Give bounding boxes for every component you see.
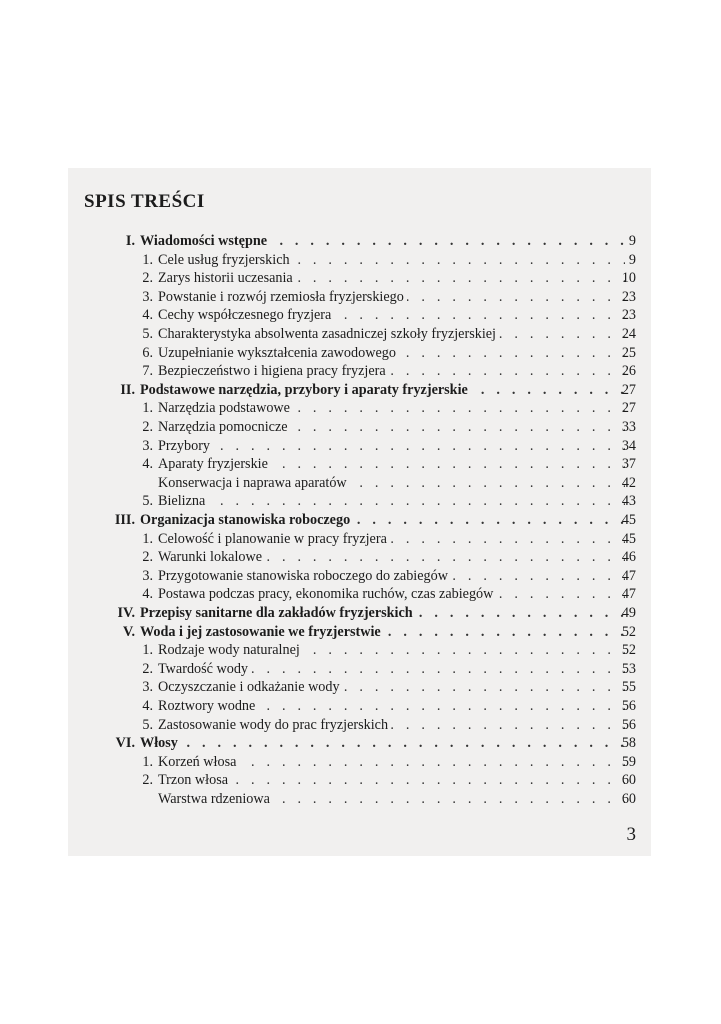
entry-page: 60	[621, 772, 636, 789]
entry-page: 60	[621, 791, 636, 807]
entry-number: III.	[114, 512, 135, 528]
entry-title-text: Oczyszczanie i odkażanie wody	[158, 679, 343, 695]
entry-page: 23	[621, 288, 636, 305]
entry-title-text: Korzeń włosa	[158, 754, 239, 770]
entry-title-text: Przybory	[158, 438, 213, 454]
toc-entry	[0, 325, 721, 343]
entry-number: 4.	[142, 698, 153, 714]
entry-number: 3.	[142, 437, 153, 454]
entry-page: 59	[621, 753, 636, 770]
entry-page: 27	[621, 381, 636, 398]
entry-number: 1.	[142, 642, 153, 659]
entry-number: 1.	[142, 530, 153, 547]
entry-number: I.	[125, 233, 135, 249]
entry-page: 56	[621, 716, 636, 733]
entry-number: 5.	[142, 493, 153, 510]
entry-number: 1.	[142, 753, 153, 770]
entry-number: 4.	[142, 307, 153, 324]
entry-title-text: Warstwa rdzeniowa	[158, 791, 273, 807]
entry-number: 7.	[142, 363, 153, 380]
toc-entry	[0, 362, 721, 380]
toc-section	[0, 604, 721, 622]
entry-title-text: Bezpieczeństwo i higiena pracy fryzjera	[158, 363, 389, 379]
toc-entry	[0, 660, 721, 678]
toc-section	[0, 623, 721, 641]
toc-entry	[0, 641, 721, 659]
entry-number: 3.	[142, 679, 153, 696]
toc-entry	[0, 548, 721, 566]
entry-title	[158, 474, 625, 492]
entry-title	[140, 381, 625, 399]
entry-title-text: Twardość wody	[158, 661, 251, 677]
entry-page: 53	[621, 660, 636, 677]
entry-title-text: Powstanie i rozwój rzemiosła fryzjerskiego	[158, 289, 407, 305]
toc-entry	[0, 716, 721, 734]
entry-number: 5.	[142, 326, 153, 342]
entry-number: 2.	[142, 660, 153, 677]
entry-number: 2.	[142, 419, 153, 435]
entry-number: 3.	[142, 288, 153, 305]
toc-entry	[0, 678, 721, 696]
entry-number: 2.	[142, 549, 153, 566]
entry-title-text: Podstawowe narzędzia, przybory i aparaty fryzjerskie	[140, 382, 471, 398]
toc-entry	[0, 288, 721, 306]
entry-title-text: Postawa podczas pracy, ekonomika ruchów, czas zabiegów	[158, 586, 496, 602]
entry-number: 6.	[142, 344, 153, 361]
entry-page: 52	[621, 623, 636, 640]
entry-title	[158, 641, 625, 659]
entry-number: 1.	[142, 251, 153, 268]
entry-title-text: Cechy współczesnego fryzjera	[158, 307, 334, 323]
entry-title	[158, 716, 625, 734]
entry-page: 52	[621, 642, 636, 659]
entry-title	[158, 548, 625, 566]
entry-title	[158, 362, 625, 380]
toc-entry	[0, 771, 721, 789]
toc-entry	[0, 437, 721, 455]
entry-page: 42	[621, 474, 636, 491]
page-number: 3	[626, 824, 636, 845]
entry-title	[140, 734, 625, 752]
entry-page: 34	[621, 437, 636, 454]
entry-title-text: Aparaty fryzjerskie	[158, 456, 271, 472]
entry-title-text: Bielizna	[158, 493, 208, 509]
entry-page: 47	[621, 586, 636, 603]
entry-page: 45	[621, 530, 636, 547]
entry-title-text: Trzon włosa	[158, 772, 231, 788]
entry-number: 4.	[142, 456, 153, 473]
toc-section	[0, 511, 721, 529]
entry-title-text: Charakterystyka absolwenta zasadniczej szkoły fryzjerskiej	[158, 326, 499, 342]
entry-page: 55	[621, 679, 636, 696]
toc-entry	[0, 790, 721, 808]
entry-title	[158, 585, 625, 603]
entry-title-text: Zastosowanie wody do prac fryzjerskich	[158, 717, 391, 733]
entry-title	[140, 511, 625, 529]
entry-title	[158, 530, 625, 548]
entry-number: VI.	[115, 735, 135, 752]
entry-title	[158, 455, 625, 473]
entry-title	[140, 604, 625, 622]
toc-entry	[0, 492, 721, 510]
entry-title	[158, 288, 625, 306]
toc-entry	[0, 455, 721, 473]
entry-page: 37	[621, 456, 636, 473]
entry-title	[158, 399, 625, 417]
entry-page: 9	[628, 233, 636, 249]
entry-title	[158, 678, 625, 696]
toc-entry	[0, 530, 721, 548]
toc-entry	[0, 306, 721, 324]
entry-title	[158, 753, 625, 771]
entry-title	[140, 623, 625, 641]
entry-title-text: Woda i jej zastosowanie we fryzjerstwie	[140, 624, 384, 640]
entry-number: 2.	[142, 270, 153, 287]
entry-number: IV.	[117, 605, 135, 621]
entry-number: 4.	[142, 586, 153, 603]
toc-entry	[0, 418, 721, 436]
entry-page: 49	[621, 605, 636, 621]
entry-number: 1.	[142, 400, 153, 417]
entry-page: 56	[621, 698, 636, 714]
entry-title	[158, 269, 625, 287]
entry-title-text: Konserwacja i naprawa aparatów	[158, 475, 350, 491]
entry-title	[158, 325, 625, 343]
entry-page: 23	[621, 307, 636, 324]
entry-title-text: Przepisy sanitarne dla zakładów fryzjerskich	[140, 605, 416, 621]
toc-entry	[0, 251, 721, 269]
entry-title	[158, 492, 625, 510]
entry-title	[158, 790, 625, 808]
toc-entry	[0, 567, 721, 585]
entry-title	[158, 251, 625, 269]
entry-title-text: Celowość i planowanie w pracy fryzjera	[158, 531, 390, 547]
toc-entry	[0, 585, 721, 603]
entry-title	[158, 697, 625, 715]
entry-title-text: Rodzaje wody naturalnej	[158, 642, 303, 658]
entry-page: 58	[621, 735, 636, 752]
entry-page: 47	[621, 567, 636, 584]
entry-number: 2.	[142, 772, 153, 789]
entry-page: 26	[621, 363, 636, 380]
toc-entry	[0, 399, 721, 417]
toc-entry	[0, 697, 721, 715]
entry-title	[158, 567, 625, 585]
page-title: SPIS TREŚCI	[84, 191, 205, 212]
entry-title-text: Narzędzia pomocnicze	[158, 419, 291, 435]
entry-page: 24	[621, 326, 636, 342]
entry-title-text: Uzupełnianie wykształcenia zawodowego	[158, 345, 399, 361]
entry-page: 33	[621, 419, 636, 435]
entry-title-text: Wiadomości wstępne	[140, 233, 270, 249]
entry-title	[140, 232, 625, 250]
entry-title-text: Cele usług fryzjerskich	[158, 252, 293, 268]
entry-title-text: Roztwory wodne	[158, 698, 258, 714]
entry-number: 5.	[142, 716, 153, 733]
toc-section	[0, 232, 721, 250]
entry-number: 3.	[142, 567, 153, 584]
entry-title	[158, 306, 625, 324]
entry-page: 27	[621, 400, 636, 417]
entry-title	[158, 344, 625, 362]
entry-number: II.	[120, 381, 135, 398]
toc-section	[0, 734, 721, 752]
entry-title	[158, 418, 625, 436]
entry-page: 43	[621, 493, 636, 510]
entry-title-text: Organizacja stanowiska roboczego	[140, 512, 353, 528]
entry-title-text: Przygotowanie stanowiska roboczego do zabiegów	[158, 568, 451, 584]
toc-entry	[0, 474, 721, 492]
entry-page: 10	[621, 270, 636, 287]
entry-page: 46	[621, 549, 636, 566]
entry-title	[158, 771, 625, 789]
entry-title-text: Warunki lokalowe	[158, 549, 265, 565]
entry-number: V.	[123, 623, 135, 640]
entry-page: 9	[628, 251, 636, 268]
entry-title	[158, 437, 625, 455]
toc-entry	[0, 269, 721, 287]
entry-title-text: Zarys historii uczesania	[158, 270, 296, 286]
toc-entry	[0, 344, 721, 362]
entry-title-text: Włosy	[140, 735, 181, 751]
toc-entry	[0, 753, 721, 771]
toc-section	[0, 381, 721, 399]
entry-title-text: Narzędzia podstawowe	[158, 400, 293, 416]
entry-page: 25	[621, 344, 636, 361]
entry-page: 45	[621, 512, 636, 528]
entry-title	[158, 660, 625, 678]
